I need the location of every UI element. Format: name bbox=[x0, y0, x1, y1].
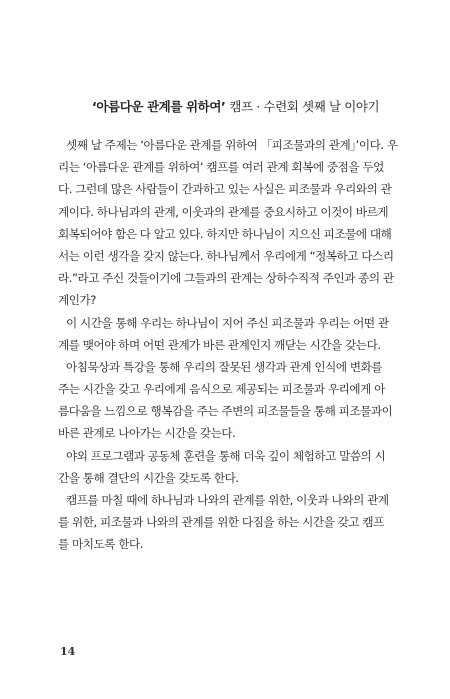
heading-subtitle: 캠프 · 수련회 셋째 날 이야기 bbox=[229, 99, 380, 114]
text-line: 주는 시간을 갖고 우리에게 음식으로 제공되는 피조물과 우리에게 아 bbox=[58, 382, 385, 397]
text-line: 를 마치도록 한다. bbox=[58, 537, 143, 552]
page-number: 14 bbox=[60, 645, 76, 658]
text-line: 이 시간을 통해 우리는 하나님이 지어 주신 피조물과 우리는 어떤 관 bbox=[66, 315, 389, 330]
text-line: 야외 프로그램과 공동체 훈련을 통해 더욱 깊이 체험하고 말씀의 시 bbox=[66, 448, 386, 463]
text-line: 를 위한, 피조물과 나와의 관계를 위한 다짐을 하는 시간을 갖고 캠프 bbox=[58, 515, 384, 530]
text-line: 계인가? bbox=[58, 293, 96, 308]
heading-title: ‘아름다운 관계를 위하여’ bbox=[92, 99, 226, 114]
text-line: 회복되어야 함은 다 알고 있다. 하지만 하나님이 지으신 피조물에 대해 bbox=[58, 226, 392, 241]
text-line: 름다움을 느낌으로 행복감을 주는 주변의 피조물들을 통해 피조물과이 bbox=[58, 404, 393, 419]
text-line: 서는 이런 생각을 갖지 않는다. 하나님께서 우리에게 “정복하고 다스리 bbox=[58, 248, 394, 263]
text-line: 캠프를 마칠 때에 하나님과 나와의 관계를 위한, 이웃과 나와의 관계 bbox=[66, 493, 389, 507]
text-line: 바른 관계로 나아가는 시간을 갖는다. bbox=[58, 426, 236, 441]
body-text bbox=[58, 134, 410, 556]
text-line: 리는 ‘아름다운 관계를 위하여’ 캠프를 여러 관계 회복에 중점을 두었 bbox=[58, 160, 384, 175]
text-line: 계이다. 하나님과의 관계, 이웃과의 관계를 중요시하고 이것이 바르게 bbox=[58, 204, 389, 219]
section-heading bbox=[92, 97, 379, 115]
text-line: 계를 맺어야 하며 어떤 관계가 바른 관계인지 깨닫는 시간을 갖는다. bbox=[58, 337, 381, 352]
text-line: 라.”라고 주신 것들이기에 그들과의 관계는 상하수직적 주인과 종의 관 bbox=[58, 271, 394, 286]
text-line: 간을 통해 결단의 시간을 갖도록 한다. bbox=[58, 470, 239, 485]
text-line: 셋째 날 주제는 ‘아름다운 관계를 위하여 「피조물과의 관계」’이다. 우 bbox=[66, 138, 398, 152]
text-line: 다. 그런데 많은 사람들이 간과하고 있는 사실은 피조물과 우리와의 관 bbox=[58, 182, 392, 197]
text-line: 아침묵상과 특강을 통해 우리의 잘못된 생각과 관계 인식에 변화를 bbox=[66, 359, 383, 374]
